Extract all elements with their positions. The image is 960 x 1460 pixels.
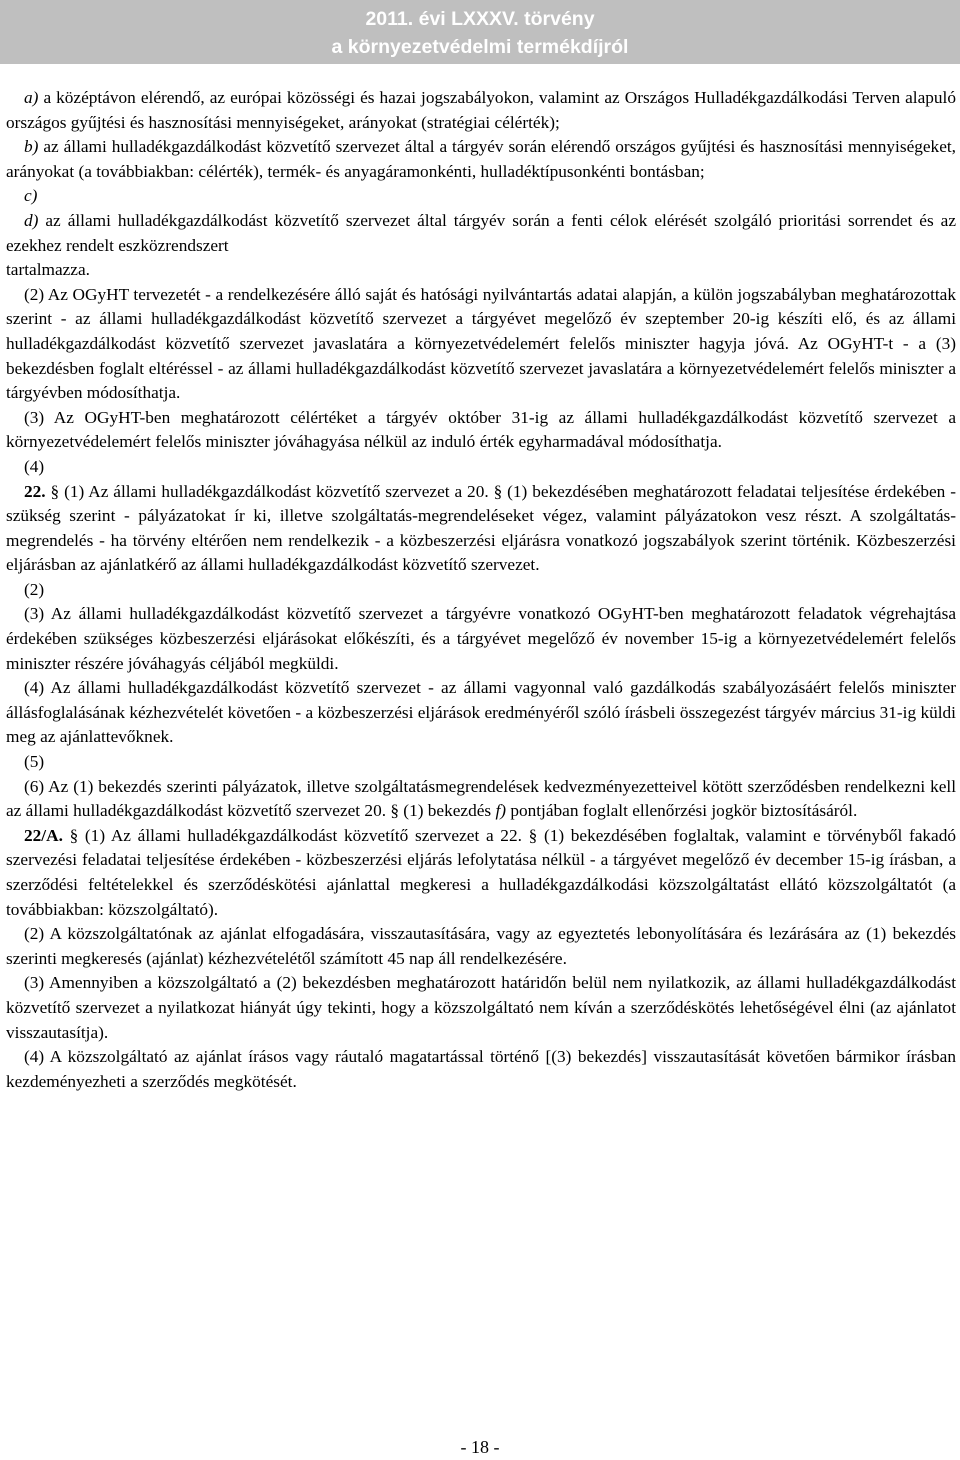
article-22a-section-2	[6, 922, 956, 971]
header-law-subject: a környezetvédelmi termékdíjról	[331, 36, 629, 58]
header-law-title: 2011. évi LXXXV. törvény	[365, 8, 595, 30]
item-text: az állami hulladékgazdálkodást közvetítő szervezet által tárgyév során a fenti célok elérését szolgáló prioritási sorrendet és az ezekhez rendelt eszközrendszert	[6, 210, 956, 255]
paragraph-text: (4) A közszolgáltató az ajánlat írásos vagy ráutaló magatartással történő [(3) bekezdés] visszautasítását követően bármikor írásban kezdeményezheti a szerződés megkötését.	[6, 1047, 956, 1091]
paragraph-text: (6) Az (1) bekezdés szerinti pályázatok, illetve szolgáltatásmegrendelések kedvezményezetteivel kötött szerződésben rendelkezni kell az állami hulladékgazdálkodást közvetítő szervezet 20. § (1) bekezdés	[6, 776, 956, 821]
article-22-section-5	[6, 750, 956, 775]
article-number: 22/A.	[24, 825, 63, 845]
paragraph-text: (2) Az OGyHT tervezetét - a rendelkezésére álló saját és hatósági nyilvántartás adatai alapján, a külön jogszabályban meghatározottak szerint - az állami hulladékgazdálkodást közvetítő szervezet a tárgyévet megelőző év szeptember 20-ig készíti elő, és az állami hulladékgazdálkodást közvetítő szervezet javaslatára a környezetvédelemért felelős miniszter hagyja jóvá. Az OGyHT-t - a (3) bekezdésben foglalt eltéréssel - az állami hulladékgazdálkodást közvetítő szervezet javaslatára a környezetvédelemért felelős miniszter a tárgyévben módosíthatja.	[6, 284, 956, 403]
item-text: a középtávon elérendő, az európai közösségi és hazai jogszabályokon, valamint az Országos Hulladékgazdálkodási Terven alapuló országos gyűjtési és hasznosítási mennyiségeket, arányokat (stratégiai célérték);	[6, 88, 956, 132]
paragraph-closing	[6, 258, 956, 283]
section-3	[6, 406, 956, 455]
paragraph-text: (3) Az állami hulladékgazdálkodást közvetítő szervezet a tárgyévre vonatkozó OGyHT-ben meghatározott feladatok végrehajtása érdekében szükséges közbeszerzési eljárásokat előkészíti, és a tárgyévet megelőző év november 15-ig a környezetvédelemért felelős miniszter részére jóváhagyás céljából megküldi.	[6, 604, 956, 673]
article-22a-section-4	[6, 1045, 956, 1094]
article-22-section-4	[6, 676, 956, 750]
paragraph-text: (2)	[24, 579, 45, 599]
item-letter: d)	[24, 210, 39, 230]
article-22-section-6	[6, 775, 956, 824]
paragraph-text: tartalmazza.	[6, 260, 90, 280]
section-2	[6, 283, 956, 406]
article-22-section-1	[6, 480, 956, 578]
paragraph-text: (4)	[24, 456, 45, 476]
paragraph-text: § (1) Az állami hulladékgazdálkodást közvetítő szervezet a 22. § (1) bekezdésében foglaltak, valamint e törvényből fakadó szervezési feladatai teljesítése érdekében - közbeszerzési eljárás lefolytatása nélkül - a tárgyévet megelőző év december 15-ig írásban, a szerződési feltételekkel és szerződéskötési ajánlattal megkeresi a hulladékgazdálkodási közszolgáltatást ellátó közszolgáltatót (a továbbiakban: közszolgáltató).	[6, 825, 956, 919]
paragraph-text: (4) Az állami hulladékgazdálkodást közvetítő szervezet - az állami vagyonnal való gazdálkodás szabályozásáért felelős miniszter állásfoglalásának kézhezvételét követően - a közbeszerzési eljárások eredményéről szóló írásbeli összegezést tárgyév március 31-ig küldi meg az ajánlattevőknek.	[6, 678, 956, 747]
paragraph-d	[6, 209, 956, 258]
article-number: 22.	[24, 481, 46, 501]
item-letter: a)	[24, 88, 39, 107]
paragraph-text: § (1) Az állami hulladékgazdálkodást közvetítő szervezet a 20. § (1) bekezdésében meghatározott feladatai teljesítése érdekében - szükség szerint - pályázatokat ír ki, illetve szolgáltatás-megrendeléseket végez, valamint pályázatokon vesz részt. A szolgáltatás-megrendelés - ha törvény eltérően nem rendelkezik - a közbeszerzési eljárásra vonatkozó jogszabályok szerint történik. Közbeszerzési eljárásban az ajánlatkérő az állami hulladékgazdálkodást közvetítő szervezet.	[6, 481, 956, 575]
page-number: - 18 -	[460, 1437, 500, 1457]
article-22-section-3	[6, 602, 956, 676]
article-22-section-2	[6, 578, 956, 603]
article-22a-section-3	[6, 971, 956, 1045]
paragraph-text: (2) A közszolgáltatónak az ajánlat elfogadására, visszautasítására, vagy az egyeztetés lebonyolítására és lezárására az (1) bekezdés szerinti megkeresés (ajánlat) kézhezvételétől számított 45 nap áll rendelkezésére.	[6, 924, 956, 968]
page-footer	[0, 1436, 960, 1458]
paragraph-text: (5)	[24, 752, 45, 772]
page-header	[0, 0, 960, 64]
item-letter: c)	[24, 186, 38, 206]
article-22a-section-1	[6, 824, 956, 922]
document-body	[6, 86, 956, 1094]
section-4	[6, 455, 956, 480]
item-letter: b)	[24, 137, 39, 157]
paragraph-b	[6, 135, 956, 184]
paragraph-a	[6, 86, 956, 135]
item-text: az állami hulladékgazdálkodást közvetítő szervezet által a tárgyév során elérendő országos gyűjtési és hasznosítási mennyiségeket, arányokat (a továbbiakban: célérték), termék- és anyagáramonkénti, hulladéktípusonkénti bontásban;	[6, 137, 956, 181]
point-letter: f)	[495, 801, 506, 821]
paragraph-text-tail: pontjában foglalt ellenőrzési jogkör biztosításáról.	[506, 801, 858, 821]
paragraph-text: (3) Amennyiben a közszolgáltató a (2) bekezdésben meghatározott határidőn belül nem nyilatkozik, az állami hulladékgazdálkodást közvetítő szervezet a nyilatkozat hiányát úgy tekinti, hogy a közszolgáltató nem kíván a szerződéskötés lehetőségével élni (az ajánlatot visszautasítja).	[6, 973, 956, 1042]
paragraph-text: (3) Az OGyHT-ben meghatározott célértéket a tárgyév október 31-ig az állami hulladékgazdálkodást közvetítő szervezet a környezetvédelemért felelős miniszter jóváhagyása nélkül az induló érték egyharmadával módosíthatja.	[6, 407, 956, 452]
paragraph-c	[6, 184, 956, 209]
